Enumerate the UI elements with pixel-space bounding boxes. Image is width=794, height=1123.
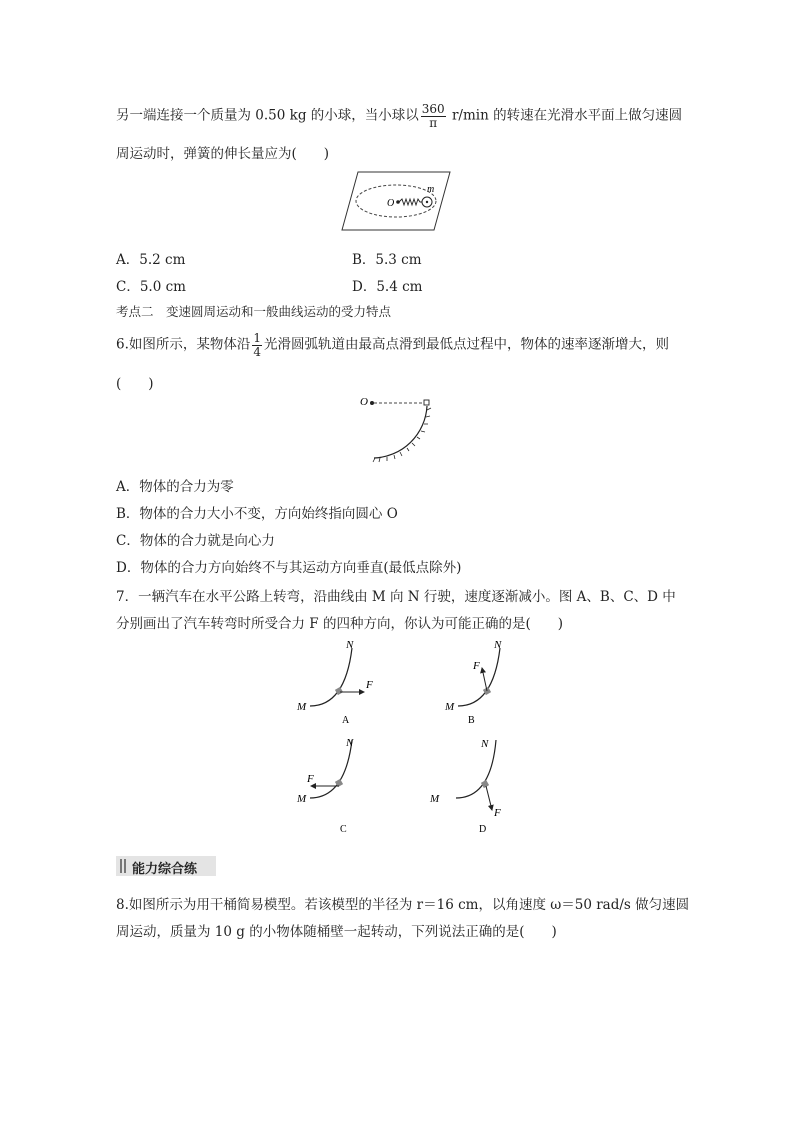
section-banner bbox=[116, 856, 216, 876]
q7-c-label-F: F bbox=[307, 773, 314, 785]
q5-line2: 周运动时，弹簧的伸长量应为( ) bbox=[116, 146, 330, 162]
q6-figure bbox=[356, 390, 438, 470]
q6-line2: ( ) bbox=[116, 376, 154, 392]
q7-d-caption: D bbox=[479, 824, 487, 835]
banner-bar-icon-2 bbox=[124, 859, 126, 873]
q7-a-label-M: M bbox=[297, 701, 307, 713]
q7-figure-b bbox=[444, 639, 502, 726]
q8-line1: 8.如图所示为用干桶简易模型。若该模型的半径为 r＝16 cm，以角速度 ω＝50 rad/s 做匀速圆 bbox=[116, 897, 690, 913]
q6-option-d: D．物体的合力方向始终不与其运动方向垂直(最低点除外) bbox=[116, 560, 462, 576]
q6-option-a: A．物体的合力为零 bbox=[116, 479, 234, 495]
q7-c-caption: C bbox=[340, 824, 347, 835]
q5-fraction: $\frac{360}{\pi}$ bbox=[421, 102, 445, 130]
q7-line2: 分别画出了汽车转弯时所受合力 F 的四种方向，你认为可能正确的是( ) bbox=[116, 616, 563, 632]
q7-b-label-M: M bbox=[445, 701, 455, 713]
section-heading: 考点二 变速圆周运动和一般曲线运动的受力特点 bbox=[116, 304, 392, 319]
banner-bar-icon bbox=[120, 859, 122, 873]
q6-line1: 6.如图所示，某物体沿 $\frac{1}{4}$ 光滑圆弧轨道由最高点滑到最低点过程中，物体的速率逐渐增大，则 bbox=[116, 331, 670, 359]
q7-figure-c bbox=[296, 737, 354, 835]
q8-line2: 周运动，质量为 10 g 的小物体随桶壁一起转动，下列说法正确的是( ) bbox=[116, 924, 557, 940]
q7-line1: 7．一辆汽车在水平公路上转弯，沿曲线由 M 向 N 行驶，速度逐渐减小。图 A、B、C、D 中 bbox=[116, 589, 676, 605]
q5-line1: 另一端连接一个质量为 0.50 kg 的小球，当小球以 $\frac{360}{\pi}$ r/min 的转速在光滑水平面上做匀速圆 bbox=[116, 102, 683, 130]
q6-label-O: O bbox=[360, 396, 368, 408]
q7-figure-a bbox=[296, 639, 373, 726]
q7-d-label-M: M bbox=[430, 793, 440, 805]
q5-label-O: O bbox=[387, 198, 395, 209]
q5-figure bbox=[338, 168, 454, 234]
q7-b-caption: B bbox=[468, 715, 475, 726]
q7-d-label-F: F bbox=[494, 807, 501, 819]
q7-b-label-F: F bbox=[473, 660, 480, 672]
q7-c-label-N: N bbox=[346, 737, 354, 749]
q5-option-a: A．5.2 cm bbox=[116, 252, 186, 268]
q7-a-caption: A bbox=[342, 715, 350, 726]
q6-option-b: B．物体的合力大小不变，方向始终指向圆心 O bbox=[116, 506, 398, 522]
banner-label: 能力综合练 bbox=[132, 862, 198, 877]
q7-a-label-N: N bbox=[346, 639, 354, 651]
q7-d-label-N: N bbox=[481, 738, 489, 750]
q5-option-c: C．5.0 cm bbox=[116, 279, 186, 295]
q7-figures bbox=[280, 636, 520, 842]
q7-c-label-M: M bbox=[297, 793, 307, 805]
q5-label-m: m bbox=[427, 184, 435, 195]
q7-figure-d bbox=[429, 738, 501, 835]
q5-option-d: D．5.4 cm bbox=[352, 279, 423, 295]
q6-fraction: $\frac{1}{4}$ bbox=[253, 331, 262, 359]
q7-a-label-F: F bbox=[366, 679, 373, 691]
q7-b-label-N: N bbox=[494, 639, 502, 651]
q5-option-b: B．5.3 cm bbox=[352, 252, 422, 268]
q6-option-c: C．物体的合力就是向心力 bbox=[116, 533, 275, 549]
